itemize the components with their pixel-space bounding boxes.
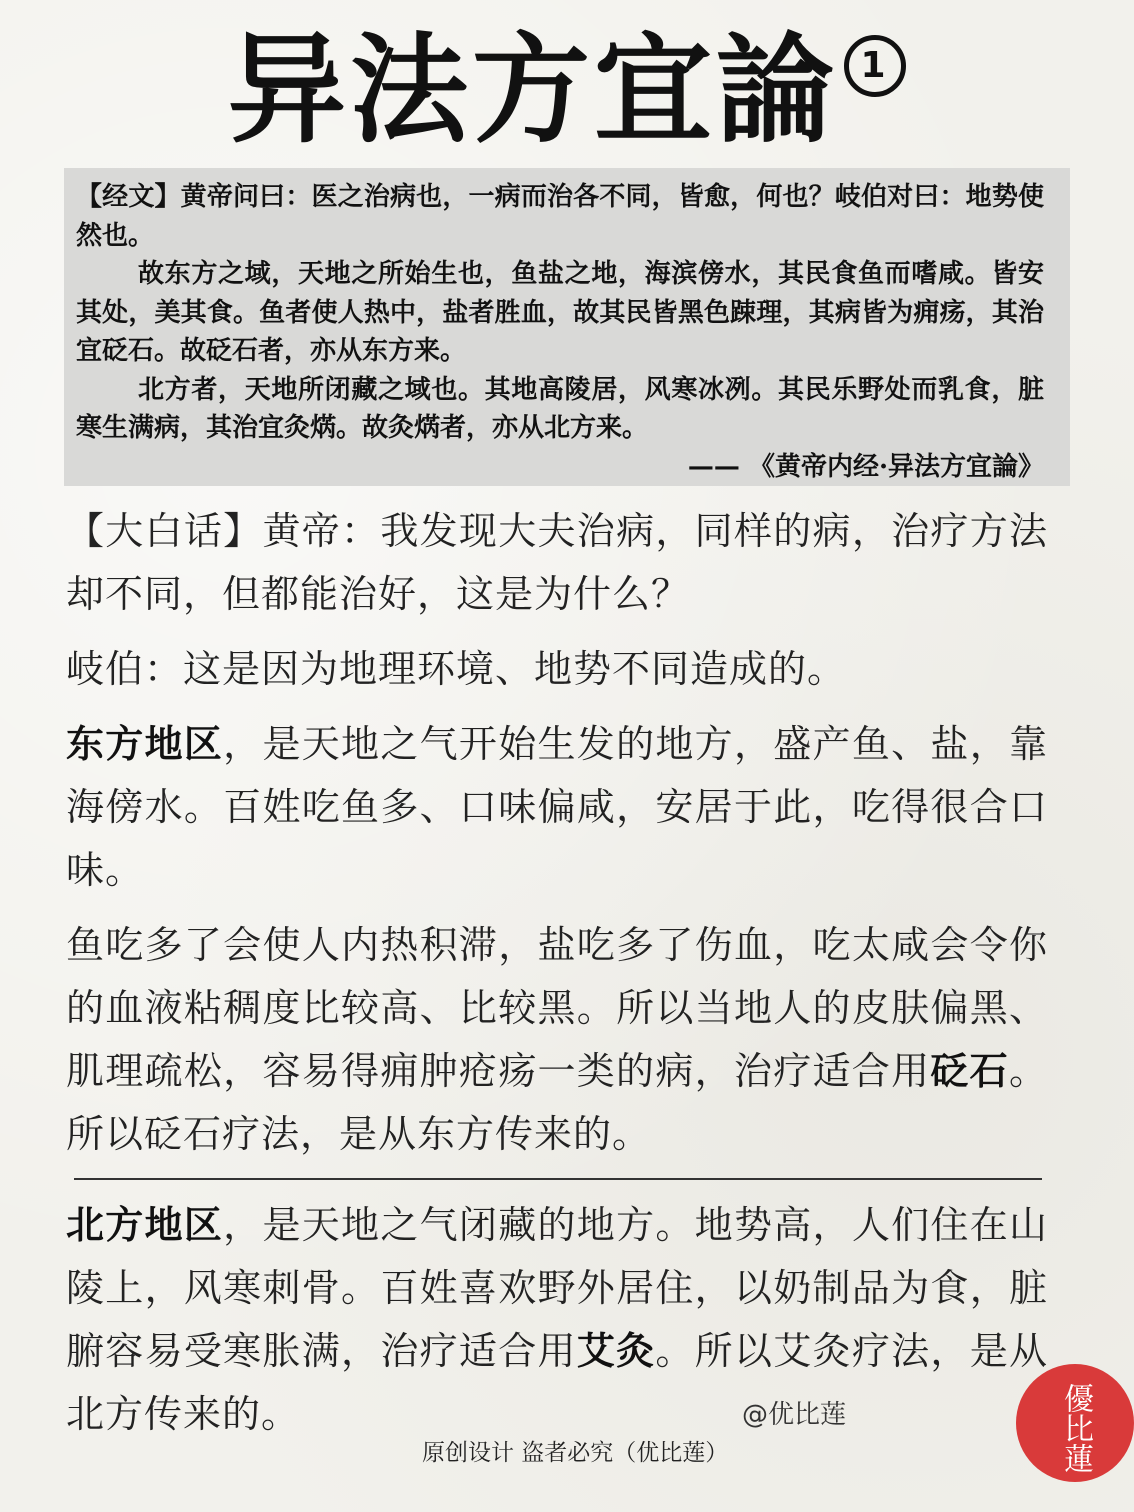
classic-paragraph-1: 【经文】黄帝问曰：医之治病也，一病而治各不同，皆愈，何也？岐伯对曰：地势使然也。 — [76, 182, 1044, 251]
divider — [74, 1178, 1042, 1180]
plain-translation — [66, 500, 1048, 1458]
north-region-text-end: 。所以艾灸疗法，是从北方传来的。 — [66, 1329, 1048, 1436]
translation-paragraph-5 — [66, 1194, 1048, 1446]
page-title — [0, 20, 1134, 159]
classic-source: —— 《黄帝内经·异法方宜論》 — [687, 451, 1044, 482]
title-text: 异法方宜論 — [227, 20, 838, 159]
east-region-text: ，是天地之气开始生发的地方，盛产鱼、盐，靠海傍水。百姓吃鱼多、口味偏咸，安居于此，吃得很合口味。 — [66, 722, 1048, 892]
classic-text-box — [64, 168, 1070, 486]
classic-paragraph-3: 北方者，天地所闭藏之域也。其地高陵居，风寒冰冽。其民乐野处而乳食，脏寒生满病，其治宜灸焫。故灸焫者，亦从北方来。 — [76, 374, 1044, 443]
author-watermark: @优比莲 — [742, 1400, 847, 1430]
moxibustion-term: 艾灸 — [576, 1329, 656, 1373]
translation-paragraph-2: 岐伯：这是因为地理环境、地势不同造成的。 — [66, 647, 847, 691]
east-effects-text-end: 。所以砭石疗法，是从东方传来的。 — [66, 1049, 1048, 1156]
copyright-footer: 原创设计 盗者必究（优比莲） — [422, 1440, 729, 1466]
translation-paragraph-1: 【大白话】黄帝：我发现大夫治病，同样的病，治疗方法却不同，但都能治好，这是为什么？ — [66, 509, 1048, 616]
classic-paragraph-2: 故东方之域，天地之所始生也，鱼盐之地，海滨傍水，其民食鱼而嗜咸。皆安其处，美其食。鱼者使人热中，盐者胜血，故其民皆黑色踈理，其病皆为痈疡，其治宜砭石。故砭石者，亦从东方来。 — [76, 259, 1044, 366]
east-region-heading: 东方地区 — [66, 722, 224, 766]
translation-paragraph-3 — [66, 713, 1048, 902]
title-number-badge: 1 — [844, 35, 906, 97]
north-region-text: ，是天地之气闭藏的地方。地势高，人们住在山陵上，风寒刺骨。百姓喜欢野外居住，以奶制品为食，脏腑容易受寒胀满，治疗适合用 — [66, 1203, 1048, 1373]
east-effects-text: 鱼吃多了会使人内热积滞，盐吃多了伤血，吃太咸会令你的血液粘稠度比较高、比较黑。所以当地人的皮肤偏黑、肌理疏松，容易得痈肿疮疡一类的病，治疗适合用 — [66, 923, 1048, 1093]
red-seal-logo: 優比蓮 — [1016, 1364, 1134, 1482]
translation-paragraph-4 — [66, 914, 1048, 1166]
north-region-heading: 北方地区 — [66, 1203, 224, 1247]
stone-therapy-term: 砭石 — [930, 1049, 1009, 1093]
